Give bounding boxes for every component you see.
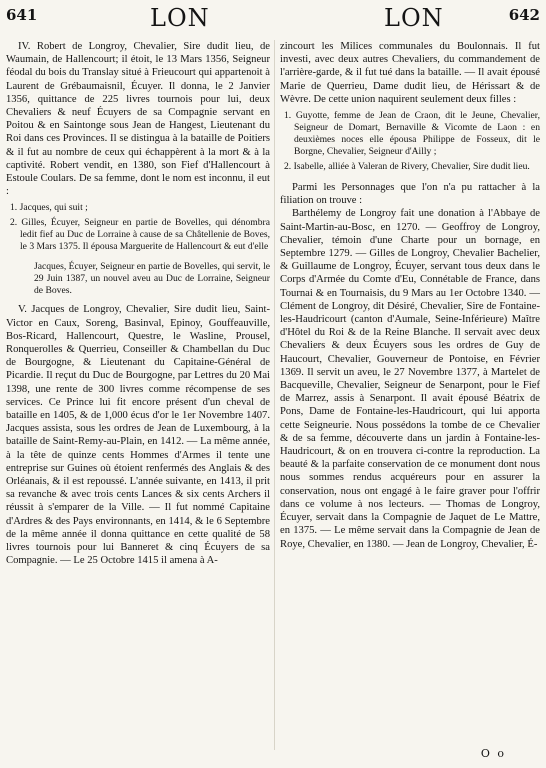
left-text-column: [6, 40, 270, 568]
grandchild-entry: Jacques, Écuyer, Seigneur en partie de Bovelles, qui servit, le 29 Juin 1387, un nouvel aveu au Duc de Lorraine, Seigneur de Boves.: [34, 261, 270, 297]
list-item: 2. Gilles, Écuyer, Seigneur en partie de Bovelles, qui dénombra ledit fief au Duc de Lorraine à cause de sa Châtellenie de Boves, le 3 Mars 1375. Il épousa Marguerite de Hallencourt & eut d'elle: [10, 217, 270, 253]
generation-iv-paragraph: IV. Robert de Longroy, Chevalier, Sire dudit lieu, de Waumain, de Hallencourt; il étoit, le 13 Mars 1356, Seigneur féodal du bois du Translay situé à Frieucourt qui appartenoit à Laurent de Grébaumaisnil, Écuyer. Il donna, le 2 Janvier 1356, quittance de 225 livres tournois pour lui, deux Chevaliers & neuf Écuyers de sa Compagnie servant en Poitou & en Saintonge sous Jean de Hangest, Lieutenant du Roi dans ces Provinces. Il se distingua à la bataille de Poitiers & il fut au nombre de ceux qui échappèrent à la mort & à la captivité. Robert vendit, en 1380, son Fief d'Hallencourt à Estoule Coulars. De sa femme, dont le nom est inconnu, il eut :: [6, 41, 270, 198]
column-gutter: [274, 40, 275, 750]
continued-paragraph: zincourt les Milices communales du Boulonnais. Il fut investi, avec deux autres Chevaliers, du commandement de l'arrière-garde, & il fut tué dans la bataille. — Il avait épousé Marie de Querrieu, Dame dudit lieu, de Hérissart & de Wèvre. De cette union naquirent seulement deux filles :: [280, 41, 540, 105]
daughters-list: [280, 110, 540, 173]
right-running-head: LON: [384, 4, 444, 32]
generation-v-paragraph: V. Jacques de Longroy, Chevalier, Sire dudit lieu, Saint-Victor en Caux, Soreng, Basinval, Epinoy, Gouffeauville, Bos-Ricard, Hallencourt, Questre, le Wasline, Prousel, Ronquerolles & Querrieu, Conseiller & Chambellan du Duc de Bourgogne, & Lieutenant du Capitaine-Général de Picardie. Il reçut du Duc de Bourgogne, par Lettres du 20 Mai 1398, une rente de 300 livres comme récompense de ses services. Ce Prince lui fit encore présent d'un cheval de bataille en 1405, & de 1,000 écus d'or le 1er Novembre 1407. Jacques assista, sous les ordres de Jean de Luxembourg, à la bataille de Saint-Remy-au-Plain, en 1412. — La même année, à la tête de quinze cents Hommes d'Armes il tente une entreprise sur Guines où étoient renfermés des Anglais & des Orléanais, & il est repoussé. L'année suivante, en 1413, il prit sa revanche & avec trois cents Lances & six cents Archers il réussit à s'emparer de la Ville. — Il fut nommé Capitaine d'Ardres & des Pays environnants, en 1414, & le 6 Septembre de la même année il donna quittance en cette qualité de 58 livres tournois pour lui Banneret & cinq Écuyers de sa Compagnie. — Le 25 Octobre 1415 il amena à A-: [6, 304, 270, 567]
generation-iv-children: [6, 202, 270, 253]
list-item: 1. Jacques, qui suit ;: [10, 202, 88, 214]
list-item: 2. Isabelle, alliée à Valeran de Rivery, Chevalier, Sire dudit lieu.: [284, 161, 530, 173]
list-item: 1. Guyotte, femme de Jean de Craon, dit le Jeune, Chevalier, Seigneur de Domart, Bernaville & Vicomte de Laon : en deuxièmes noces elle épousa Philippe de Fosseux, dit le Borgne, Chevalier, Seigneur d'Ailly ;: [284, 110, 540, 158]
unattached-intro-paragraph: Parmi les Personnages que l'on n'a pu rattacher à la filiation on trouve :: [280, 182, 540, 207]
left-running-head: LON: [150, 4, 210, 32]
right-text-column: [280, 40, 540, 551]
right-page-number: 642: [508, 6, 540, 24]
signature-mark: O o: [480, 747, 506, 760]
left-page-number: 641: [6, 6, 38, 24]
unattached-persons-paragraph: Barthélemy de Longroy fait une donation à l'Abbaye de Saint-Martin-au-Bosc, en 1270. — Geoffroy de Longroy, Chevalier, témoin d'une Charte pour un bornage, en Septembre 1279. — Gilles de Longroy, Chevalier Bachelier, & Guillaume de Longroy, Écuyer, servant tous deux dans le Corps d'Armée du Comte d'Eu, Connétable de France, dans Tournai & en Tournaisis, du 9 Mars au 1er Octobre 1340. — Clément de Longroy, dit Désiré, Chevalier, Sire de Fontaine-les-Haudricourt (canton d'Aumale, Seine-Inférieure) Maître d'Hôtel du Roi & de la Reine Blanche. Il servait avec deux Chevaliers & deux Écuyers sous les ordres de Guy de Haucourt, Chevalier, Gouverneur de Pontoise, en Février 1369. Il servit un aveu, le 27 Novembre 1377, à Martelet de Bacqueville, Chevalier, Seigneur de Senarpont, pour le Fief de Marrez, assis à Senarpont. Il avait épousé Béatrix de Pons, Dame de Fontaine-les-Haudricourt, qui lui apporta cette Seigneurie. Nous possédons la tombe de ce Chevalier & de sa femme, découverte dans un jardin à Fontaine-les-Haudricourt, & on en trouvera ci-contre la reproduction. La beauté & la parfaite conservation de ce monument dont nous nous sommes rendus acquéreurs pour en assurer la conservation, nous ont engagé à le faire graver pour l'offrir dans ce volume à nos lecteurs. — Thomas de Longroy, Écuyer, servait dans la Compagnie de Jaquet de Le Mattre, en 1375. — Le même servait dans la Compagnie de Jean de Roye, Chevalier, en 1380. — Jean de Longroy, Chevalier, É-: [280, 208, 540, 550]
